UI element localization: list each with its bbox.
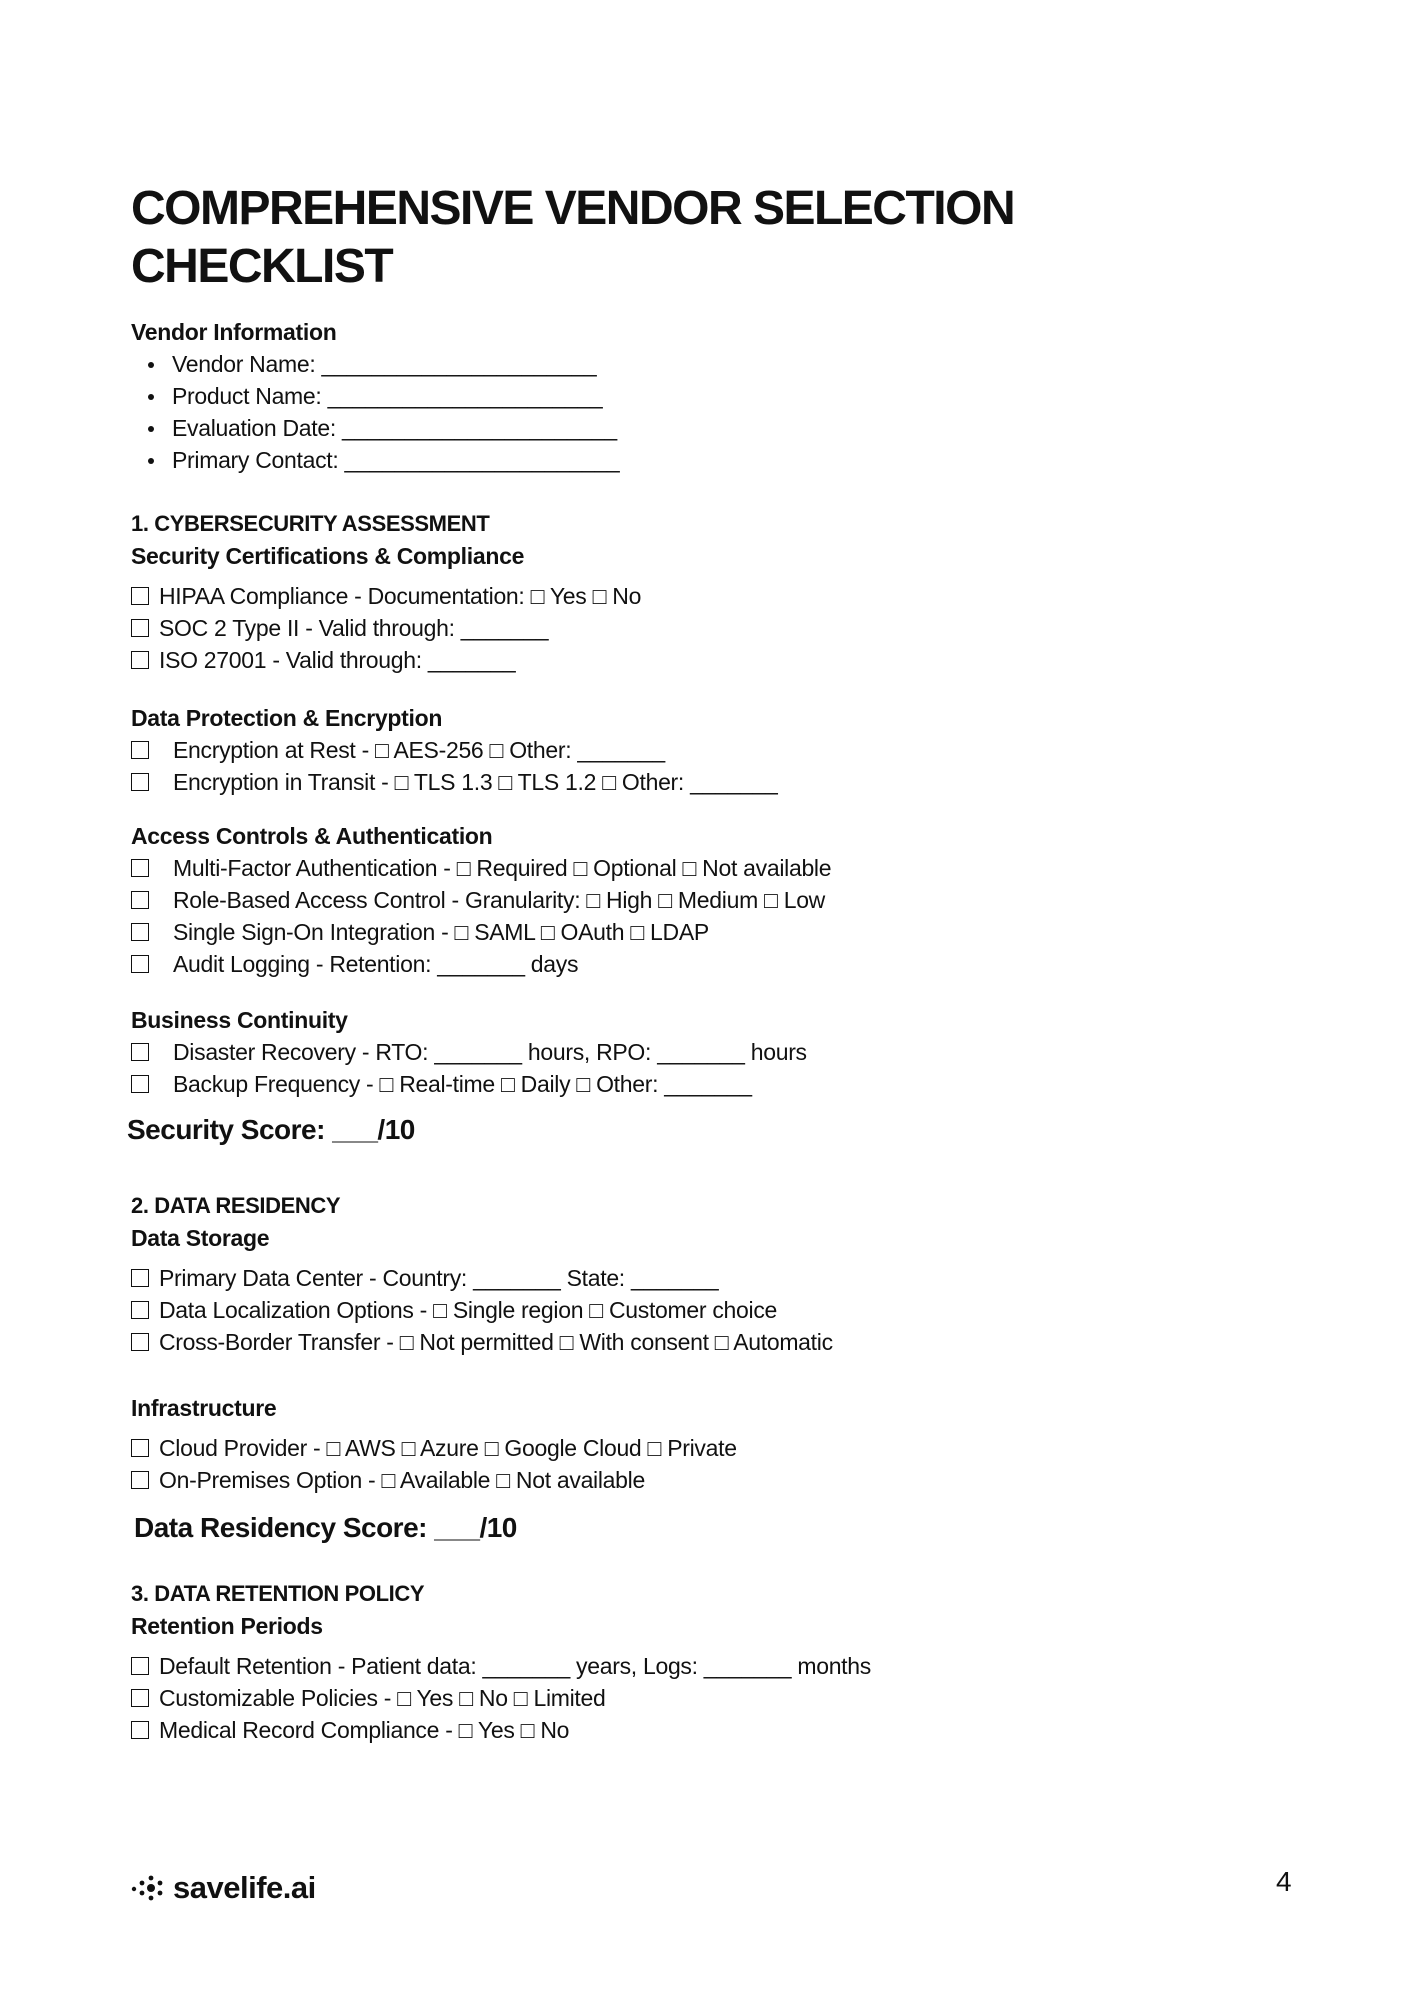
infrastructure-list	[131, 1432, 737, 1496]
cybersecurity-section	[131, 508, 641, 676]
checkbox[interactable]	[131, 619, 149, 637]
vendor-info-heading: Vendor Information	[131, 319, 337, 345]
checkbox[interactable]	[131, 1657, 149, 1675]
checkbox[interactable]	[131, 1043, 149, 1061]
checklist-item[interactable]: Cross-Border Transfer - □ Not permitted □ With consent □ Automatic	[131, 1326, 833, 1358]
checklist-item[interactable]: Primary Data Center - Country: _______ State: _______	[131, 1262, 833, 1294]
checkbox[interactable]	[131, 1689, 149, 1707]
checkbox[interactable]	[131, 1075, 149, 1093]
data-retention-heading: 3. DATA RETENTION POLICY	[131, 1581, 425, 1606]
encryption-subheading: Data Protection & Encryption	[131, 705, 443, 731]
business-continuity-section	[131, 1004, 807, 1100]
access-controls-list	[131, 852, 831, 980]
checklist-item[interactable]: Audit Logging - Retention: _______ days	[131, 948, 831, 980]
data-residency-score: Data Residency Score: ___/10	[134, 1512, 517, 1543]
checklist-item[interactable]: Encryption in Transit - □ TLS 1.3 □ TLS 1.2 □ Other: _______	[131, 766, 778, 798]
checkbox[interactable]	[131, 1333, 149, 1351]
evaluation-date-field: Evaluation Date: ______________________	[131, 412, 619, 444]
checklist-item[interactable]: Medical Record Compliance - □ Yes □ No	[131, 1714, 871, 1746]
checklist-item[interactable]: HIPAA Compliance - Documentation: □ Yes □ No	[131, 580, 641, 612]
checklist-item[interactable]: Disaster Recovery - RTO: _______ hours, RPO: _______ hours	[131, 1036, 807, 1068]
encryption-list	[131, 734, 778, 798]
checklist-item[interactable]: ISO 27001 - Valid through: _______	[131, 644, 641, 676]
checkbox[interactable]	[131, 1439, 149, 1457]
checklist-item[interactable]: Default Retention - Patient data: _______ years, Logs: _______ months	[131, 1650, 871, 1682]
checklist-item[interactable]: Cloud Provider - □ AWS □ Azure □ Google Cloud □ Private	[131, 1432, 737, 1464]
vendor-information	[131, 316, 619, 476]
page-number: 4	[1276, 1866, 1292, 1897]
retention-periods-subheading: Retention Periods	[131, 1613, 323, 1639]
product-name-field: Product Name: ______________________	[131, 380, 619, 412]
data-residency-section	[131, 1190, 833, 1358]
savelife-logo-icon	[131, 1875, 165, 1901]
checkbox[interactable]	[131, 891, 149, 909]
checkbox[interactable]	[131, 955, 149, 973]
cybersecurity-heading: 1. CYBERSECURITY ASSESSMENT	[131, 511, 490, 536]
checkbox[interactable]	[131, 1471, 149, 1489]
checklist-item[interactable]: Multi-Factor Authentication - □ Required □ Optional □ Not available	[131, 852, 831, 884]
brand-name: savelife.ai	[173, 1870, 316, 1905]
checklist-item[interactable]: Backup Frequency - □ Real-time □ Daily □ Other: _______	[131, 1068, 807, 1100]
security-score: Security Score: ___/10	[127, 1114, 415, 1145]
checklist-item[interactable]: On-Premises Option - □ Available □ Not available	[131, 1464, 737, 1496]
encryption-section	[131, 702, 778, 798]
checklist-item[interactable]: Customizable Policies - □ Yes □ No □ Limited	[131, 1682, 871, 1714]
checklist-item[interactable]: SOC 2 Type II - Valid through: _______	[131, 612, 641, 644]
business-continuity-subheading: Business Continuity	[131, 1007, 348, 1033]
data-storage-list	[131, 1262, 833, 1358]
vendor-info-list	[131, 348, 619, 476]
checkbox[interactable]	[131, 587, 149, 605]
checkbox[interactable]	[131, 741, 149, 759]
primary-contact-field: Primary Contact: ______________________	[131, 444, 619, 476]
checkbox[interactable]	[131, 1721, 149, 1739]
access-controls-section	[131, 820, 831, 980]
data-retention-section	[131, 1578, 871, 1746]
checklist-item[interactable]: Encryption at Rest - □ AES-256 □ Other: _______	[131, 734, 778, 766]
infrastructure-section	[131, 1392, 737, 1496]
vendor-name-field: Vendor Name: ______________________	[131, 348, 619, 380]
checkbox[interactable]	[131, 1269, 149, 1287]
checkbox[interactable]	[131, 923, 149, 941]
checkbox[interactable]	[131, 651, 149, 669]
checkbox[interactable]	[131, 773, 149, 791]
certifications-list	[131, 580, 641, 676]
checklist-item[interactable]: Role-Based Access Control - Granularity: □ High □ Medium □ Low	[131, 884, 831, 916]
checklist-item[interactable]: Single Sign-On Integration - □ SAML □ OAuth □ LDAP	[131, 916, 831, 948]
checklist-item[interactable]: Data Localization Options - □ Single region □ Customer choice	[131, 1294, 833, 1326]
business-continuity-list	[131, 1036, 807, 1100]
access-controls-subheading: Access Controls & Authentication	[131, 823, 493, 849]
data-residency-heading: 2. DATA RESIDENCY	[131, 1193, 341, 1218]
checkbox[interactable]	[131, 1301, 149, 1319]
infrastructure-subheading: Infrastructure	[131, 1395, 277, 1421]
page-title: COMPREHENSIVE VENDOR SELECTION CHECKLIST	[131, 182, 1015, 293]
retention-periods-list	[131, 1650, 871, 1746]
certifications-subheading: Security Certifications & Compliance	[131, 543, 525, 569]
checkbox[interactable]	[131, 859, 149, 877]
data-storage-subheading: Data Storage	[131, 1225, 270, 1251]
brand-logo	[131, 1870, 316, 1906]
